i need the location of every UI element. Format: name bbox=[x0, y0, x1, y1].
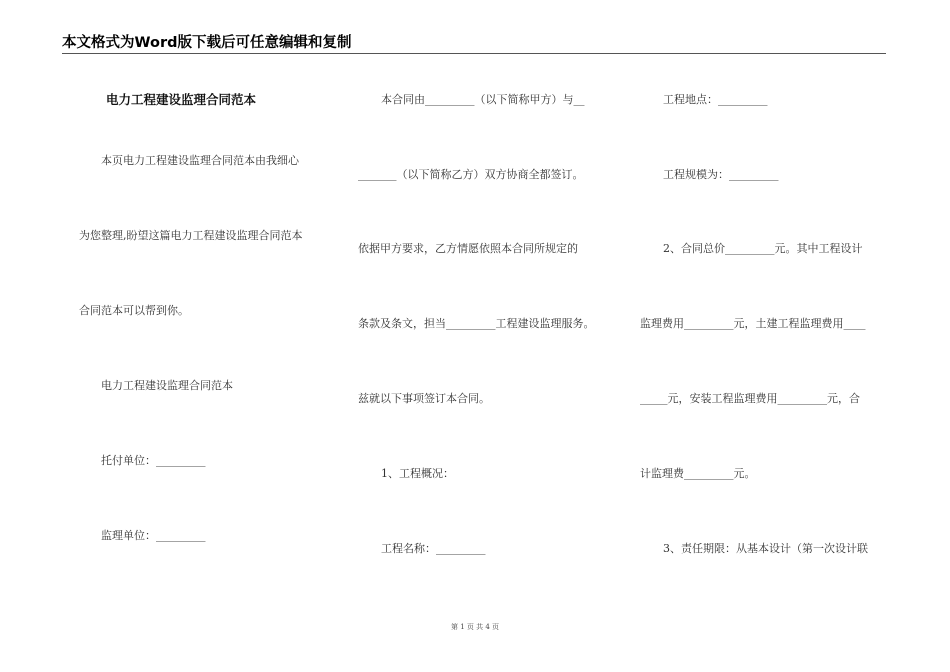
page-number: 第 1 页 共 4 页 bbox=[450, 623, 500, 631]
section-heading: 电力工程建设监理合同范本 bbox=[101, 379, 233, 392]
supervisor-field: 监理单位：_________ bbox=[101, 529, 206, 542]
paragraph-line: 条款及条文，担当_________工程建设监理服务。 bbox=[358, 317, 595, 330]
paragraph-line: 本页电力工程建设监理合同范本由我细心 bbox=[101, 154, 299, 167]
paragraph-line: 2、合同总价_________元。其中工程设计 bbox=[663, 242, 863, 255]
paragraph-line: 监理费用_________元，土建工程监理费用____ bbox=[640, 317, 866, 330]
client-field: 托付单位：_________ bbox=[101, 454, 206, 467]
header-divider bbox=[62, 53, 886, 54]
paragraph-line: 为您整理,盼望这篇电力工程建设监理合同范本 bbox=[79, 229, 303, 242]
document-header: 本文格式为Word版下载后可任意编辑和复制 bbox=[62, 35, 352, 51]
project-name-field: 工程名称：_________ bbox=[381, 542, 486, 555]
project-scale-field: 工程规模为：_________ bbox=[663, 168, 779, 181]
paragraph-line: 计监理费_________元。 bbox=[640, 467, 756, 480]
section-heading: 1、工程概况： bbox=[381, 467, 454, 480]
paragraph-line: 依据甲方要求，乙方情愿依照本合同所规定的 bbox=[358, 242, 578, 255]
project-location-field: 工程地点：_________ bbox=[663, 93, 768, 106]
paragraph-line: _____元，安装工程监理费用_________元，合 bbox=[640, 392, 860, 405]
paragraph-line: 本合同由_________（以下简称甲方）与__ bbox=[381, 93, 585, 106]
paragraph-line: _______（以下简称乙方）双方协商全都签订。 bbox=[358, 168, 584, 181]
paragraph-line: 合同范本可以帮到你。 bbox=[79, 304, 189, 317]
document-title: 电力工程建设监理合同范本 bbox=[106, 92, 257, 107]
paragraph-line: 兹就以下事项签订本合同。 bbox=[358, 392, 490, 405]
paragraph-line: 3、责任期限：从基本设计（第一次设计联 bbox=[663, 542, 868, 555]
